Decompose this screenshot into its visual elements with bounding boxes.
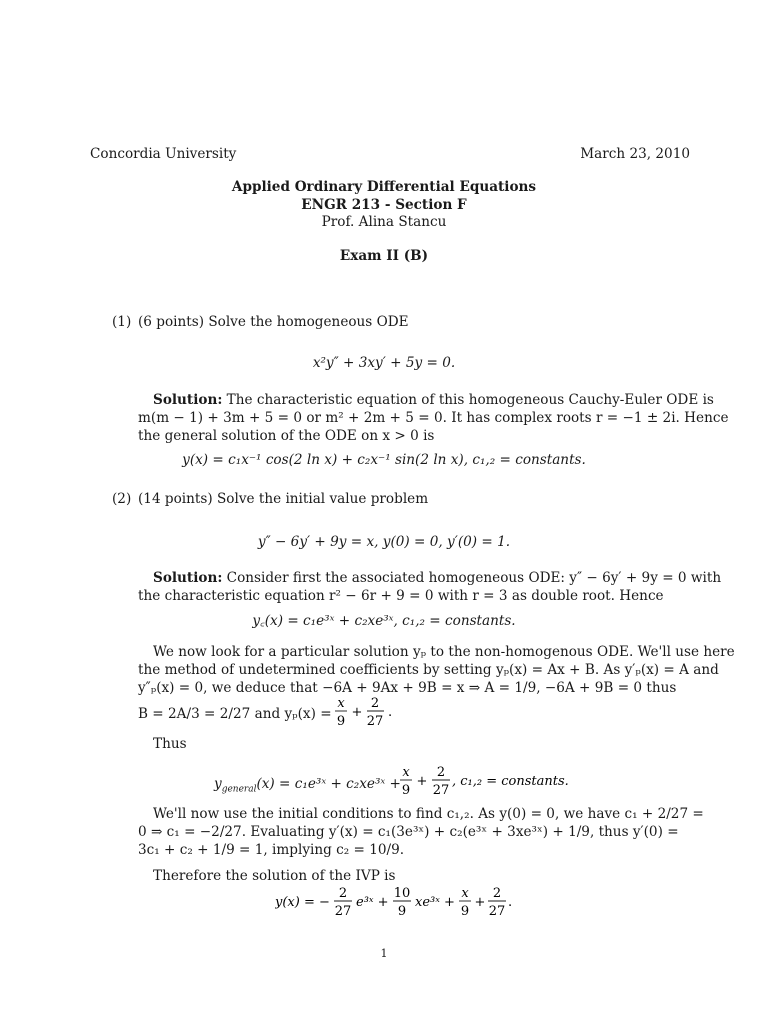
question-1-equation: x²y″ + 3xy′ + 5y = 0. (312, 355, 456, 371)
initial-conditions-line-1: We'll now use the initial conditions to find c₁,₂. As y(0) = 0, we have c₁ + 2/27 = (153, 806, 704, 822)
initial-conditions-line-3: 3c₁ + c₂ + 1/9 = 1, implying c₂ = 10/9. (138, 842, 405, 858)
question-1-solution-line-2: m(m − 1) + 3m + 5 = 0 or m² + 2m + 5 = 0. It has complex roots r = −1 ± 2i. Hence (138, 410, 729, 426)
fraction-denominator: 27 (366, 714, 384, 729)
fraction-numerator: 2 (436, 765, 446, 780)
fraction-numerator: 2 (370, 696, 380, 711)
solution-label: Solution: (153, 570, 223, 586)
period: . (508, 895, 513, 910)
question-2-solution-line-1 (153, 569, 721, 587)
general-solution-fractions (398, 763, 583, 801)
fraction-numerator: 2 (492, 886, 502, 901)
solution-text: Consider first the associated homogeneous ODE: y″ − 6y′ + 9y = 0 with (226, 570, 722, 586)
page-number: 1 (380, 947, 388, 960)
question-2-solution-line-2: the characteristic equation r² − 6r + 9 = 0 with r = 3 as double root. Hence (138, 588, 664, 604)
professor-name: Prof. Alina Stancu (321, 214, 447, 230)
final-solution (275, 884, 515, 924)
university-name: Concordia University (90, 146, 237, 162)
homogeneous-solution: y꜀(x) = c₁e³ˣ + c₂xe³ˣ, c₁,₂ = constants. (252, 613, 516, 629)
general-tail: , c₁,₂ = constants. (452, 774, 569, 789)
fraction-denominator: 27 (432, 783, 450, 798)
fraction-numerator: 10 (393, 886, 411, 901)
initial-conditions-line-2: 0 ⇒ c₁ = −2/27. Evaluating y′(x) = c₁(3e³ˣ) + c₂(e³ˣ + 3xe³ˣ) + 1/9, thus y′(0) = (138, 824, 679, 840)
fraction-numerator: x (461, 886, 469, 901)
solution-label: Solution: (153, 392, 223, 408)
plus-sign: + (416, 774, 428, 789)
fraction-denominator: 9 (460, 904, 470, 919)
fraction-denominator: 9 (401, 783, 411, 798)
question-1-solution-line-1 (153, 391, 714, 409)
period: . (388, 705, 393, 720)
plus-sign: + (474, 895, 486, 910)
exam-title: Exam II (B) (339, 248, 429, 264)
final-term-1: e³ˣ + (356, 895, 389, 910)
therefore-text: Therefore the solution of the IVP is (153, 868, 396, 884)
fraction-numerator: 2 (338, 886, 348, 901)
course-title: Applied Ordinary Differential Equations (231, 179, 537, 195)
fraction-numerator: x (402, 765, 410, 780)
fraction-denominator: 27 (488, 904, 506, 919)
fraction-denominator: 27 (334, 904, 352, 919)
question-2-number: (2) (112, 491, 132, 507)
fraction-denominator: 9 (397, 904, 407, 919)
particular-solution-fractions (333, 694, 403, 732)
general-terms: (x) = c₁e³ˣ + c₂xe³ˣ + (256, 776, 401, 792)
fraction-numerator: x (337, 696, 345, 711)
particular-paragraph-line-4: B = 2A/3 = 2/27 and yₚ(x) = (138, 706, 332, 722)
question-1-number: (1) (112, 314, 132, 330)
thus-text: Thus (153, 736, 187, 752)
general-solution-left (214, 775, 401, 799)
particular-paragraph-line-2: the method of undetermined coefficients by setting yₚ(x) = Ax + B. As y′ₚ(x) = A and (138, 662, 719, 678)
general-y: y (214, 776, 222, 792)
question-2-equation: y″ − 6y′ + 9y = x, y(0) = 0, y′(0) = 1. (257, 534, 511, 550)
particular-paragraph-line-1: We now look for a particular solution yₚ to the non-homogenous ODE. We'll use here (153, 644, 735, 660)
general-subscript: general (221, 784, 257, 795)
final-lhs: y(x) = − (275, 895, 330, 910)
final-term-2: xe³ˣ + (415, 895, 455, 910)
question-1-solution-line-3: the general solution of the ODE on x > 0 is (138, 428, 435, 444)
plus-sign: + (351, 705, 363, 720)
question-1-prompt: (6 points) Solve the homogeneous ODE (138, 314, 409, 330)
particular-paragraph-line-3: y″ₚ(x) = 0, we deduce that −6A + 9Ax + 9B = x ⇒ A = 1/9, −6A + 9B = 0 thus (138, 680, 677, 696)
course-section: ENGR 213 - Section F (301, 197, 467, 213)
solution-text: The characteristic equation of this homogeneous Cauchy-Euler ODE is (226, 392, 714, 408)
fraction-denominator: 9 (336, 714, 346, 729)
question-1-general-solution: y(x) = c₁x⁻¹ cos(2 ln x) + c₂x⁻¹ sin(2 ln x), c₁,₂ = constants. (182, 452, 586, 468)
exam-date: March 23, 2010 (580, 146, 690, 162)
question-2-prompt: (14 points) Solve the initial value problem (138, 491, 429, 507)
